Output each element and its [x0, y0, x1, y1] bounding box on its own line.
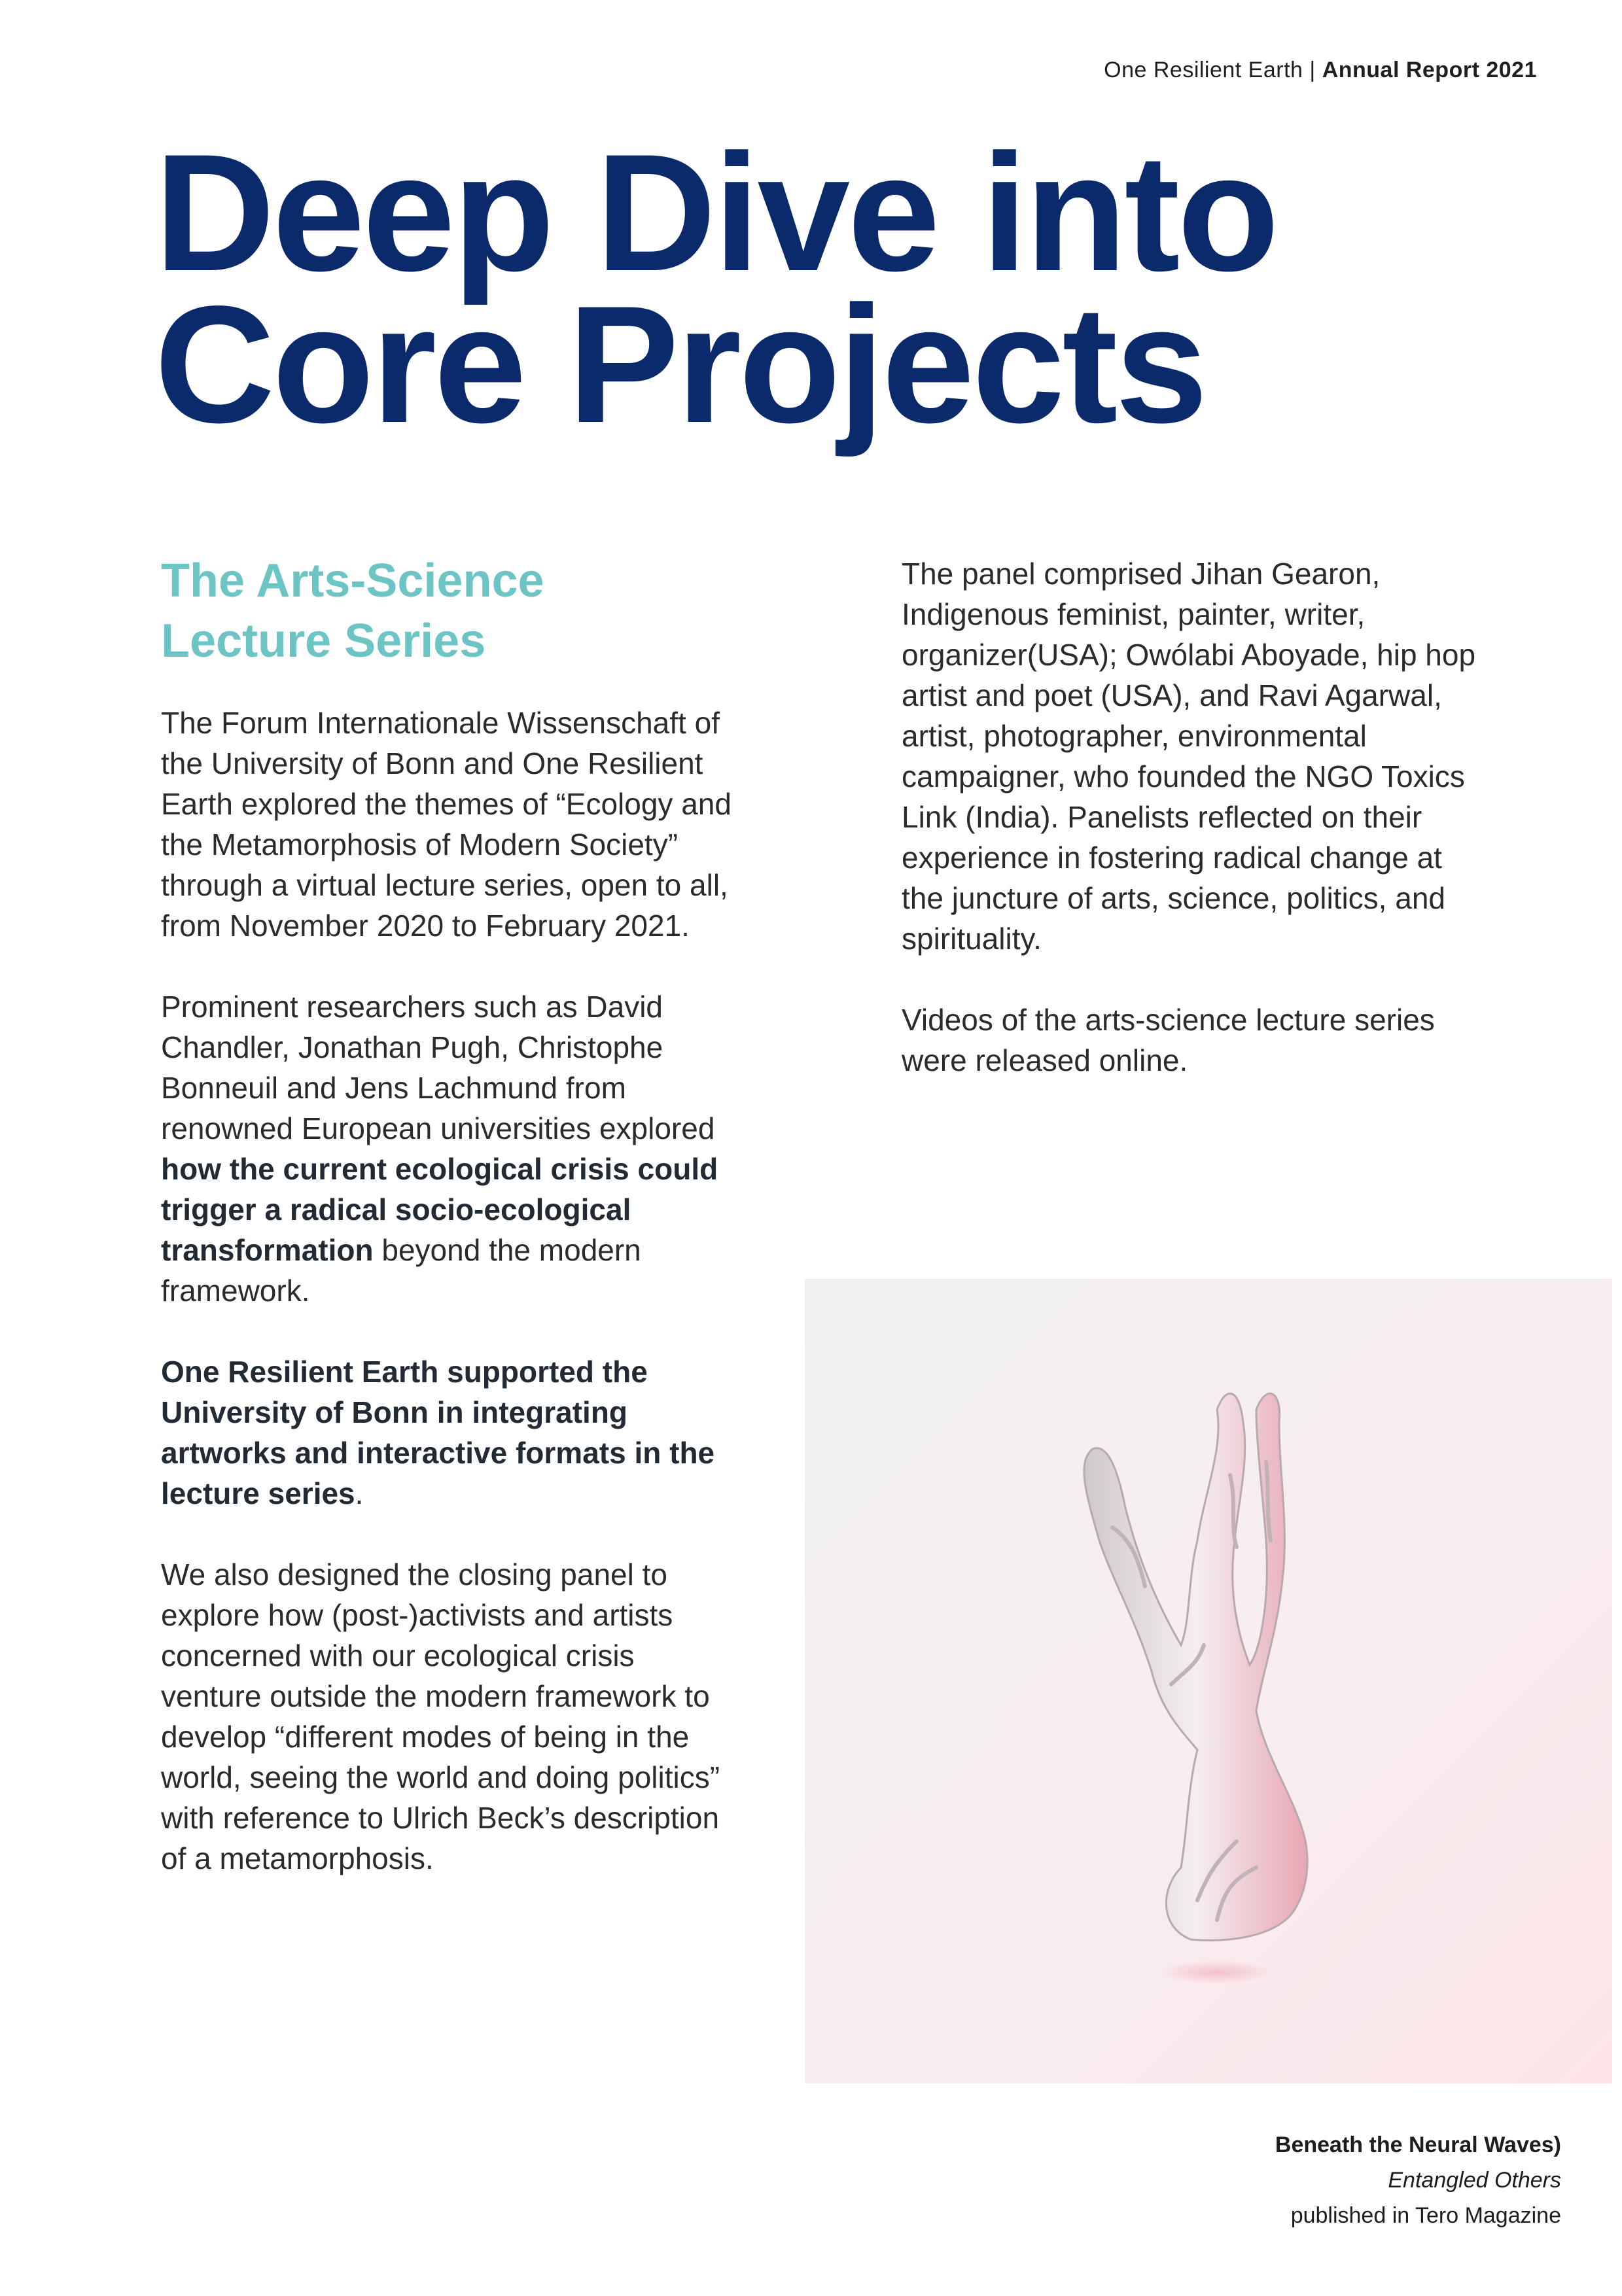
- left-paragraph-3-end: .: [355, 1476, 364, 1510]
- coral-sculpture-illustration: [805, 1279, 1612, 2083]
- header-separator: |: [1303, 58, 1322, 82]
- caption-source: published in Tero Magazine: [1290, 2203, 1561, 2228]
- right-paragraph-2: Videos of the arts-science lecture series were released online.: [902, 1003, 1435, 1077]
- caption-artist: Entangled Others: [1388, 2168, 1561, 2193]
- left-paragraph-3: [161, 1351, 737, 1514]
- left-paragraph-2-start: Prominent researchers such as David Chandler, Jonathan Pugh, Christophe Bonneuil and Jens Lachmund from renowned European universities explored: [161, 990, 715, 1145]
- right-paragraph-1: The panel comprised Jihan Gearon, Indigenous feminist, painter, writer, organizer(USA); Owólabi Aboyade, hip hop artist and poet (USA), and Ravi Agarwal, artist, photographer, environmental campaigner, who founded the NGO Toxics Link (India). Panelists reflected on their experience in fostering radical change at the juncture of arts, science, politics, and spirituality.: [902, 557, 1476, 956]
- right-column: [902, 553, 1477, 1121]
- left-column: [161, 703, 737, 1919]
- section-heading-line-2: Lecture Series: [161, 615, 486, 667]
- header-org: One Resilient Earth: [1104, 58, 1303, 82]
- page-title-line-2: Core Projects: [154, 271, 1206, 458]
- section-heading-line-1: The Arts-Science: [161, 555, 544, 607]
- left-paragraph-4: We also designed the closing panel to explore how (post-)activists and artists concerned with our ecological crisis venture outside the modern framework to develop “different modes of being in the world, seeing the world and doing politics” with reference to Ulrich Beck’s description of a metamorphosis.: [161, 1557, 720, 1875]
- left-paragraph-3-bold: One Resilient Earth supported the University of Bonn in integrating artworks and interactive formats in the lecture series: [161, 1355, 715, 1510]
- section-heading: [161, 551, 750, 671]
- left-paragraph-2-bold: how the current ecological crisis could trigger a radical socio-ecological transformation: [161, 1152, 718, 1267]
- page-title: [154, 120, 1528, 458]
- left-paragraph-2: [161, 986, 737, 1311]
- header-report: Annual Report 2021: [1322, 58, 1537, 82]
- left-paragraph-2-end: beyond the modern framework.: [161, 1233, 641, 1308]
- page-title-line-1: Deep Dive into: [154, 120, 1277, 306]
- caption-title: Beneath the Neural Waves): [1275, 2132, 1561, 2157]
- image-caption: [1275, 2127, 1561, 2233]
- page-header: [1104, 58, 1537, 83]
- left-paragraph-1: The Forum Internationale Wissenschaft of the University of Bonn and One Resilient Earth explored the themes of “Ecology and the Metamorphosis of Modern Society” through a virtual lecture series, open to all, from November 2020 to February 2021.: [161, 706, 732, 943]
- artwork-image: [805, 1279, 1612, 2083]
